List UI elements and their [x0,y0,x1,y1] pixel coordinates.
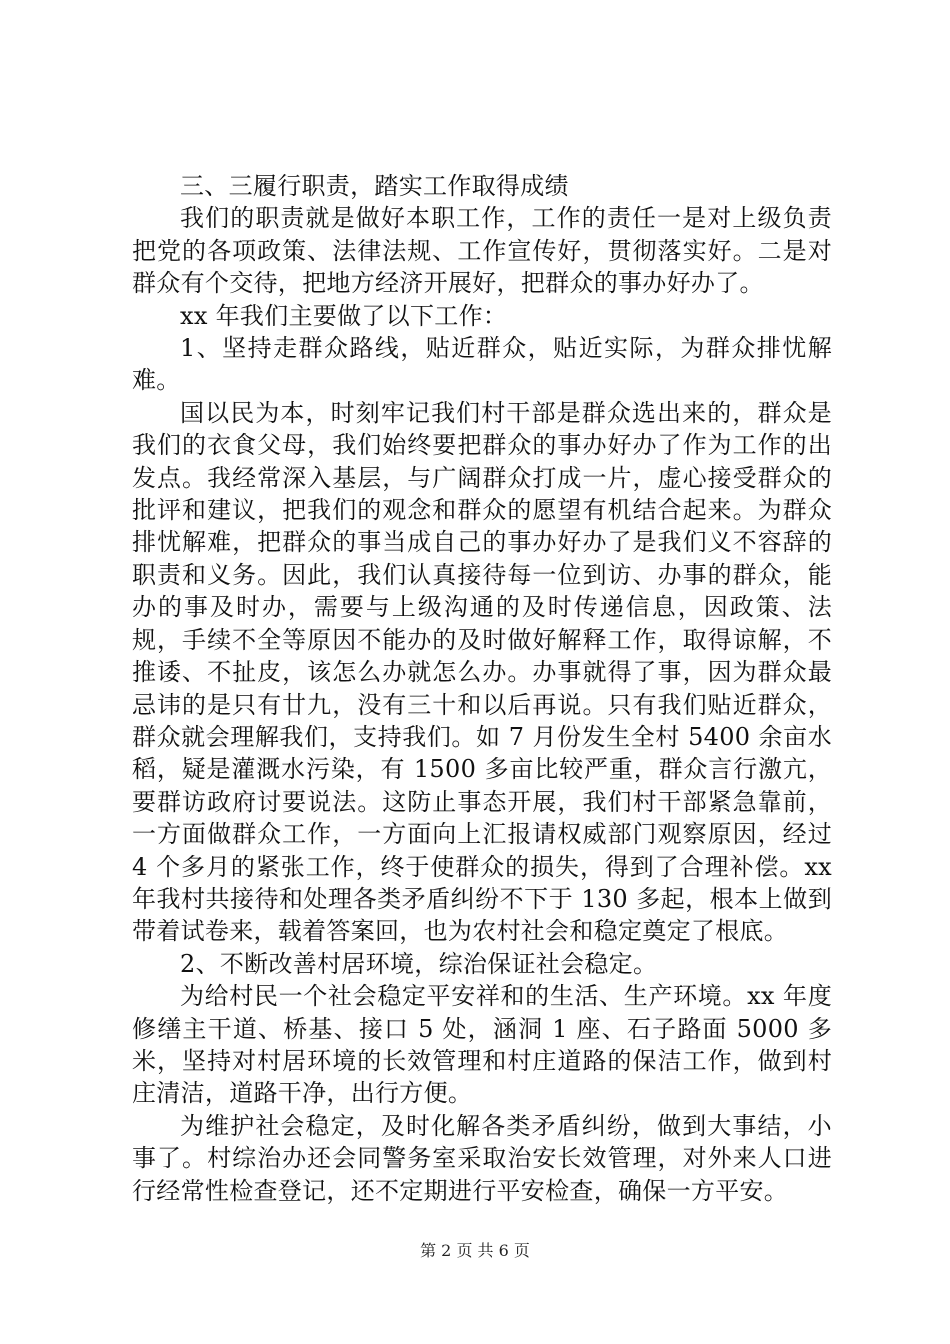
subheading-environment: 2、不断改善村居环境，综治保证社会稳定。 [180,949,658,978]
paragraph-duties: 我们的职责就是做好本职工作，工作的责任一是对上级负责把党的各项政策、法律法规、工作宣传好，贯彻落实好。二是对群众有个交待，把地方经济开展好，把群众的事办好办了。 [132,204,832,298]
section-heading: 三、三履行职责，踏实工作取得成绩 [180,172,569,200]
paragraph-work-intro: xx 年我们主要做了以下工作： [180,301,508,330]
paragraph-stability: 为维护社会稳定，及时化解各类矛盾纠纷，做到大事结，小事了。村综治办还会同警务室采取治安长效管理，对外来人口进行经常性检查登记，还不定期进行平安检查，确保一方平安。 [132,1111,832,1205]
paragraph-people-first: 国以民为本，时刻牢记我们村干部是群众选出来的，群众是我们的衣食父母，我们始终要把群众的事办好办了作为工作的出发点。我经常深入基层，与广阔群众打成一片，虚心接受群众的批评和建议，把我们的观念和群众的愿望有机结合起来。为群众排忧解难，把群众的事当成自己的事办好办了是我们义不容辞的职责和义务。因此，我们认真接待每一位到访、办事的群众，能办的事及时办，需要与上级沟通的及时传递信息，因政策、法规，手续不全等原因不能办的及时做好解释工作，取得谅解，不推诿、不扯皮，该怎么办就怎么办。办事就得了事，因为群众最忌讳的是只有廿九，没有三十和以后再说。只有我们贴近群众，群众就会理解我们，支持我们。如 7 月份发生全村 5400 余亩水稻，疑是灌溉水污染，有 1500 多亩比较严重，群众言行激亢，要群访政府讨要说法。这防止事态开展，我们村干部紧急靠前，一方面做群众工作，一方面向上汇报请权威部门观察原因，经过 4 个多月的紧张工作，终于使群众的损失，得到了合理补偿。xx 年我村共接待和处理各类矛盾纠纷不下于 130 多起，根本上做到带着试卷来，载着答案回，也为农村社会和稳定奠定了根底。 [132,398,832,946]
page-number-footer: 第 2 页 共 6 页 [420,1241,530,1260]
paragraph-environment: 为给村民一个社会稳定平安祥和的生活、生产环境。xx 年度修缮主干道、桥基、接口 5 处，涵洞 1 座、石子路面 5000 多米，坚持对村居环境的长效管理和村庄道路的保洁工作，做到村庄清洁，道路干净，出行方便。 [132,982,832,1108]
subheading-mass-line: 1、坚持走群众路线，贴近群众，贴近实际，为群众排忧解难。 [132,334,832,395]
document-body [132,170,832,1207]
